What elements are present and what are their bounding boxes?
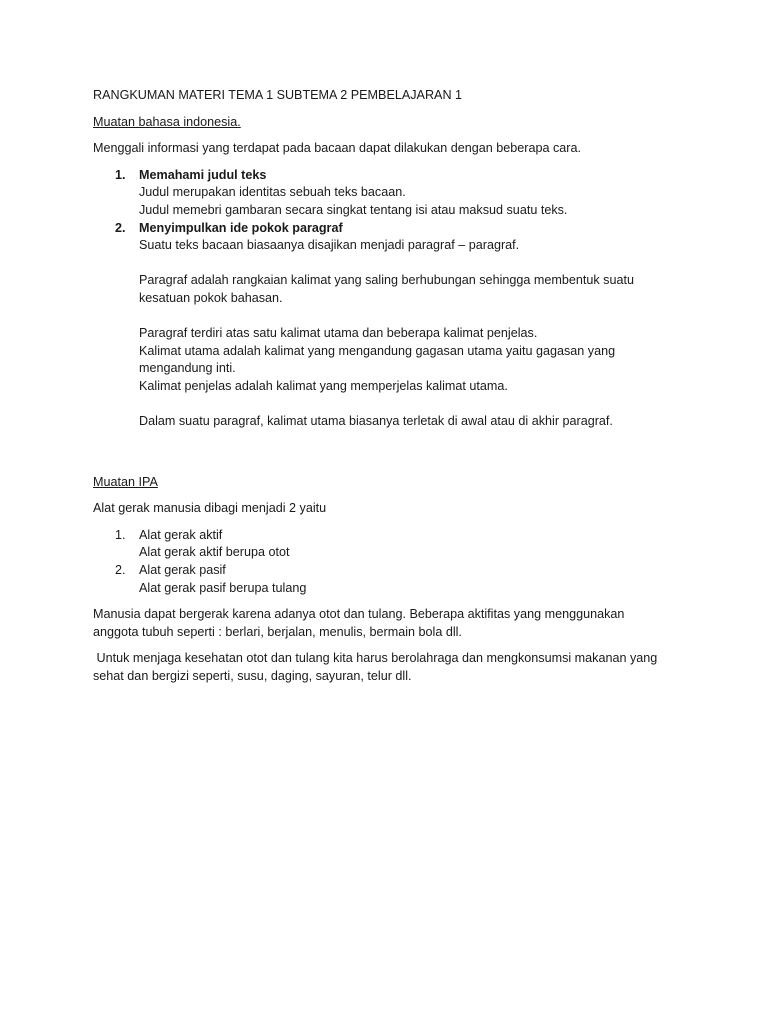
list-number: 1. [115, 527, 126, 542]
blank-line [139, 396, 693, 414]
blank-line [139, 308, 693, 326]
section-heading-ipa: Muatan IPA [93, 474, 158, 489]
list-item-line: Dalam suatu paragraf, kalimat utama biasanya terletak di awal atau di akhir paragraf. [139, 414, 613, 429]
list-item-line: Judul merupakan identitas sebuah teks bacaan. [139, 185, 406, 200]
paragraph-line: Manusia dapat bergerak karena adanya otot dan tulang. Beberapa aktifitas yang menggunakan [93, 607, 625, 622]
list-item [93, 527, 693, 562]
paragraph-gerak [93, 606, 693, 641]
list-number: 2. [115, 220, 126, 235]
list-number: 2. [115, 563, 126, 578]
list-item-line: Paragraf adalah rangkaian kalimat yang saling berhubungan sehingga membentuk suatu [139, 273, 634, 288]
numbered-list-bahasa-indonesia [93, 167, 693, 431]
paragraph-kesehatan [93, 650, 693, 685]
list-item-line: Judul memebri gambaran secara singkat tentang isi atau maksud suatu teks. [139, 202, 568, 217]
document-title: RANGKUMAN MATERI TEMA 1 SUBTEMA 2 PEMBELAJARAN 1 [93, 88, 463, 102]
list-number: 1. [115, 167, 126, 182]
list-item-line: Kalimat penjelas adalah kalimat yang memperjelas kalimat utama. [139, 378, 508, 393]
list-item-line: Suatu teks bacaan biasaanya disajikan menjadi paragraf – paragraf. [139, 238, 520, 253]
paragraph-line: sehat dan bergizi seperti, susu, daging, sayuran, telur dll. [93, 669, 412, 684]
list-item-line: mengandung inti. [139, 361, 236, 376]
list-item-line: Alat gerak aktif berupa otot [139, 545, 290, 560]
section-gap [93, 440, 693, 474]
section-intro-bahasa-indonesia: Menggali informasi yang terdapat pada bacaan dapat dilakukan dengan beberapa cara. [93, 141, 582, 156]
list-item-heading: Alat gerak pasif [139, 563, 226, 578]
list-item-heading: Memahami judul teks [139, 167, 267, 182]
section-intro-ipa: Alat gerak manusia dibagi menjadi 2 yaitu [93, 501, 327, 516]
list-item [93, 220, 693, 431]
numbered-list-ipa [93, 527, 693, 597]
document-page [93, 87, 693, 695]
list-item-heading: Alat gerak aktif [139, 527, 223, 542]
blank-line [139, 255, 693, 273]
paragraph-line: anggota tubuh seperti : berlari, berjalan, menulis, bermain bola dll. [93, 624, 462, 639]
paragraph-line: Untuk menjaga kesehatan otot dan tulang kita harus berolahraga dan mengkonsumsi makanan yang [93, 651, 658, 666]
list-item-line: kesatuan pokok bahasan. [139, 290, 283, 305]
list-item [93, 167, 693, 220]
list-item-line: Paragraf terdiri atas satu kalimat utama dan beberapa kalimat penjelas. [139, 326, 538, 341]
section-heading-bahasa-indonesia: Muatan bahasa indonesia. [93, 114, 241, 129]
list-item-line: Kalimat utama adalah kalimat yang mengandung gagasan utama yaitu gagasan yang [139, 343, 616, 358]
list-item-heading: Menyimpulkan ide pokok paragraf [139, 220, 343, 235]
list-item [93, 562, 693, 597]
list-item-line: Alat gerak pasif berupa tulang [139, 580, 307, 595]
